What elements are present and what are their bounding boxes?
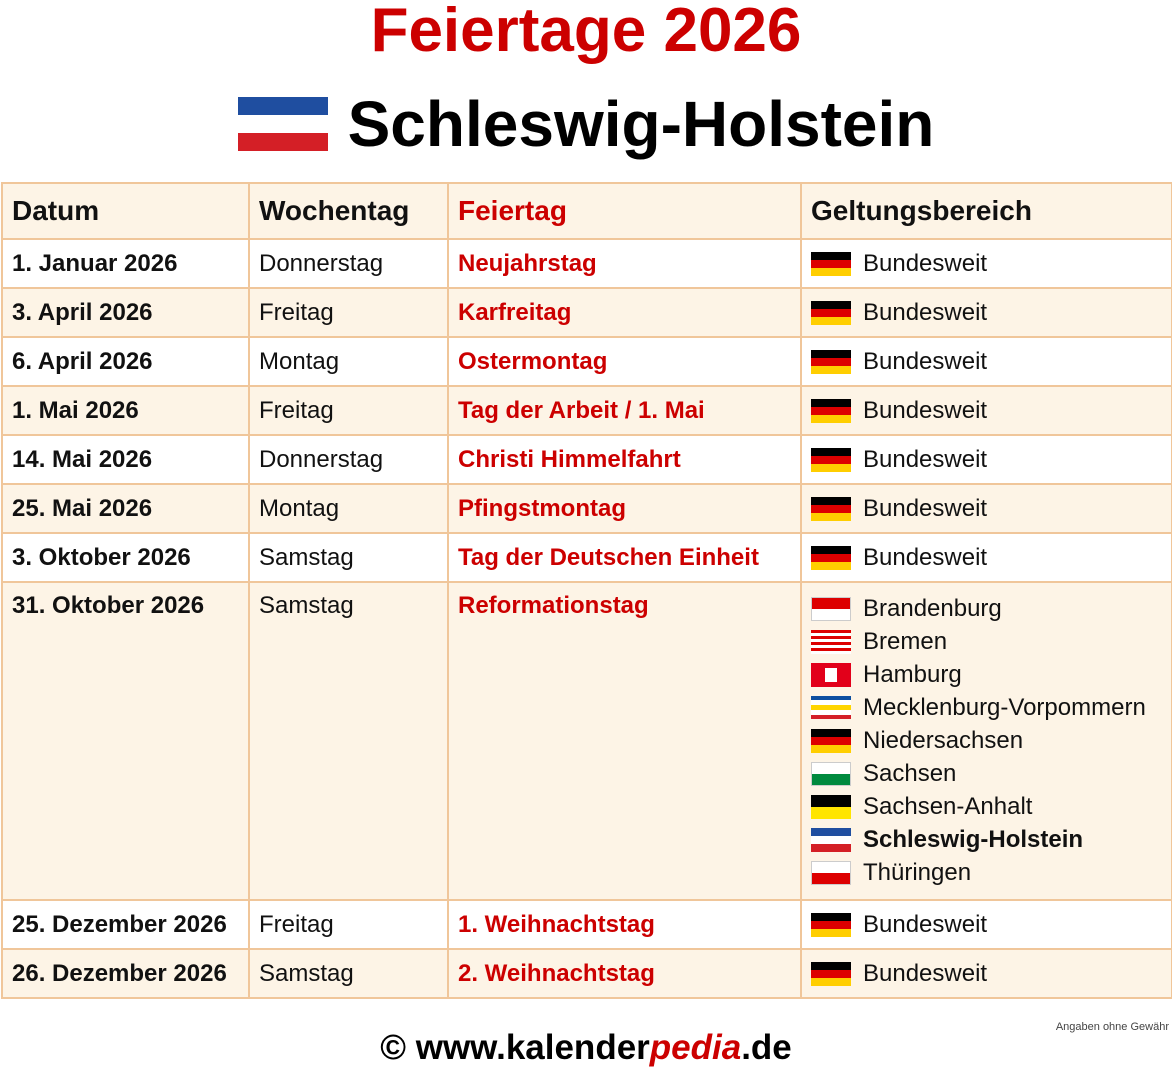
- brandenburg-flag-icon: [811, 597, 851, 621]
- scope-label: Hamburg: [863, 660, 962, 688]
- date-cell: 31. Oktober 2026: [2, 582, 249, 900]
- holiday-name-cell: Reformationstag: [448, 582, 801, 900]
- page-title: Feiertage 2026: [370, 0, 802, 65]
- header-datum: Datum: [2, 183, 249, 239]
- header-wochentag: Wochentag: [249, 183, 448, 239]
- table-row: [2, 386, 1172, 435]
- date-cell: 1. Januar 2026: [2, 239, 249, 288]
- scope-label: Bundesweit: [863, 910, 988, 938]
- holiday-name-cell: Karfreitag: [448, 288, 801, 337]
- footer-suffix: .de: [741, 1028, 792, 1067]
- scope-entry: [811, 394, 1162, 427]
- mecklenburg-vorpommern-flag-icon: [811, 696, 851, 720]
- scope-label: Bundesweit: [863, 249, 988, 277]
- holiday-name-cell: 2. Weihnachtstag: [448, 949, 801, 998]
- holiday-name-cell: Tag der Deutschen Einheit: [448, 533, 801, 582]
- holiday-name-cell: Neujahrstag: [448, 239, 801, 288]
- scope-label: Niedersachsen: [863, 726, 1024, 754]
- scope-entry: [811, 443, 1162, 476]
- thueringen-flag-icon: [811, 861, 851, 885]
- weekday-cell: Montag: [249, 484, 448, 533]
- weekday-cell: Samstag: [249, 582, 448, 900]
- scope-cell: [801, 386, 1172, 435]
- holiday-name-cell: Ostermontag: [448, 337, 801, 386]
- scope-label: Bundesweit: [863, 396, 988, 424]
- date-cell: 14. Mai 2026: [2, 435, 249, 484]
- hamburg-flag-icon: [811, 663, 851, 687]
- table-row: [2, 533, 1172, 582]
- table-row: [2, 582, 1172, 900]
- footer-prefix: © www.kalender: [380, 1028, 650, 1067]
- weekday-cell: Donnerstag: [249, 239, 448, 288]
- weekday-cell: Freitag: [249, 386, 448, 435]
- scope-entry: [811, 592, 1162, 625]
- scope-cell: [801, 533, 1172, 582]
- scope-label: Bundesweit: [863, 298, 988, 326]
- sachsen-flag-icon: [811, 762, 851, 786]
- scope-entry: [811, 247, 1162, 280]
- date-cell: 25. Mai 2026: [2, 484, 249, 533]
- bundesweit-flag-icon: [811, 497, 851, 521]
- holiday-name-cell: Tag der Arbeit / 1. Mai: [448, 386, 801, 435]
- holiday-table-body: [2, 239, 1172, 998]
- bundesweit-flag-icon: [811, 962, 851, 986]
- scope-label: Mecklenburg-Vorpommern: [863, 693, 1146, 721]
- scope-entry: [811, 790, 1162, 823]
- bundesweit-flag-icon: [811, 399, 851, 423]
- schleswig-holstein-flag-icon: [238, 97, 328, 151]
- bundesweit-flag-icon: [811, 252, 851, 276]
- date-cell: 25. Dezember 2026: [2, 900, 249, 949]
- table-row: [2, 288, 1172, 337]
- state-name: Schleswig-Holstein: [347, 88, 935, 160]
- scope-label: Thüringen: [863, 858, 972, 886]
- scope-entry: [811, 724, 1162, 757]
- disclaimer: Angaben ohne Gewähr: [1055, 1021, 1169, 1033]
- scope-entry: [811, 492, 1162, 525]
- scope-label: Schleswig-Holstein: [863, 825, 1084, 853]
- scope-cell: [801, 288, 1172, 337]
- holiday-name-cell: Christi Himmelfahrt: [448, 435, 801, 484]
- date-cell: 6. April 2026: [2, 337, 249, 386]
- scope-cell: [801, 337, 1172, 386]
- scope-entry: [811, 345, 1162, 378]
- weekday-cell: Samstag: [249, 949, 448, 998]
- scope-cell: [801, 239, 1172, 288]
- scope-entry: [811, 658, 1162, 691]
- scope-label: Bundesweit: [863, 347, 988, 375]
- page-subtitle: [0, 84, 1172, 164]
- holiday-table: [1, 182, 1172, 999]
- scope-label: Bundesweit: [863, 445, 988, 473]
- scope-label: Bundesweit: [863, 494, 988, 522]
- weekday-cell: Freitag: [249, 900, 448, 949]
- niedersachsen-flag-icon: [811, 729, 851, 753]
- scope-cell: [801, 484, 1172, 533]
- date-cell: 26. Dezember 2026: [2, 949, 249, 998]
- holiday-name-cell: 1. Weihnachtstag: [448, 900, 801, 949]
- scope-entry: [811, 296, 1162, 329]
- bundesweit-flag-icon: [811, 301, 851, 325]
- scope-entry: [811, 957, 1162, 990]
- holiday-name-cell: Pfingstmontag: [448, 484, 801, 533]
- scope-label: Bundesweit: [863, 959, 988, 987]
- bremen-flag-icon: [811, 630, 851, 654]
- scope-cell: [801, 582, 1172, 900]
- bundesweit-flag-icon: [811, 350, 851, 374]
- table-row: [2, 484, 1172, 533]
- table-row: [2, 239, 1172, 288]
- header-feiertag: Feiertag: [448, 183, 801, 239]
- scope-label: Bremen: [863, 627, 948, 655]
- scope-entry: [811, 691, 1162, 724]
- table-row: [2, 949, 1172, 998]
- header-geltungsbereich: Geltungsbereich: [801, 183, 1172, 239]
- weekday-cell: Montag: [249, 337, 448, 386]
- scope-cell: [801, 435, 1172, 484]
- scope-label: Brandenburg: [863, 594, 1002, 622]
- date-cell: 3. April 2026: [2, 288, 249, 337]
- sachsen-anhalt-flag-icon: [811, 795, 851, 819]
- table-row: [2, 337, 1172, 386]
- weekday-cell: Donnerstag: [249, 435, 448, 484]
- weekday-cell: Freitag: [249, 288, 448, 337]
- scope-label: Bundesweit: [863, 543, 988, 571]
- footer-copyright[interactable]: [0, 1026, 1172, 1070]
- scope-cell: [801, 900, 1172, 949]
- scope-label: Sachsen-Anhalt: [863, 792, 1033, 820]
- schleswig-holstein-flag-icon: [811, 828, 851, 852]
- table-header-row: [2, 183, 1172, 239]
- scope-label: Sachsen: [863, 759, 957, 787]
- date-cell: 3. Oktober 2026: [2, 533, 249, 582]
- bundesweit-flag-icon: [811, 913, 851, 937]
- weekday-cell: Samstag: [249, 533, 448, 582]
- bundesweit-flag-icon: [811, 448, 851, 472]
- scope-entry: [811, 541, 1162, 574]
- scope-entry: [811, 908, 1162, 941]
- scope-cell: [801, 949, 1172, 998]
- footer-highlight: pedia: [649, 1028, 742, 1067]
- scope-entry: [811, 856, 1162, 889]
- bundesweit-flag-icon: [811, 546, 851, 570]
- table-row: [2, 900, 1172, 949]
- scope-entry: [811, 757, 1162, 790]
- date-cell: 1. Mai 2026: [2, 386, 249, 435]
- table-row: [2, 435, 1172, 484]
- scope-entry: [811, 823, 1162, 856]
- scope-entry: [811, 625, 1162, 658]
